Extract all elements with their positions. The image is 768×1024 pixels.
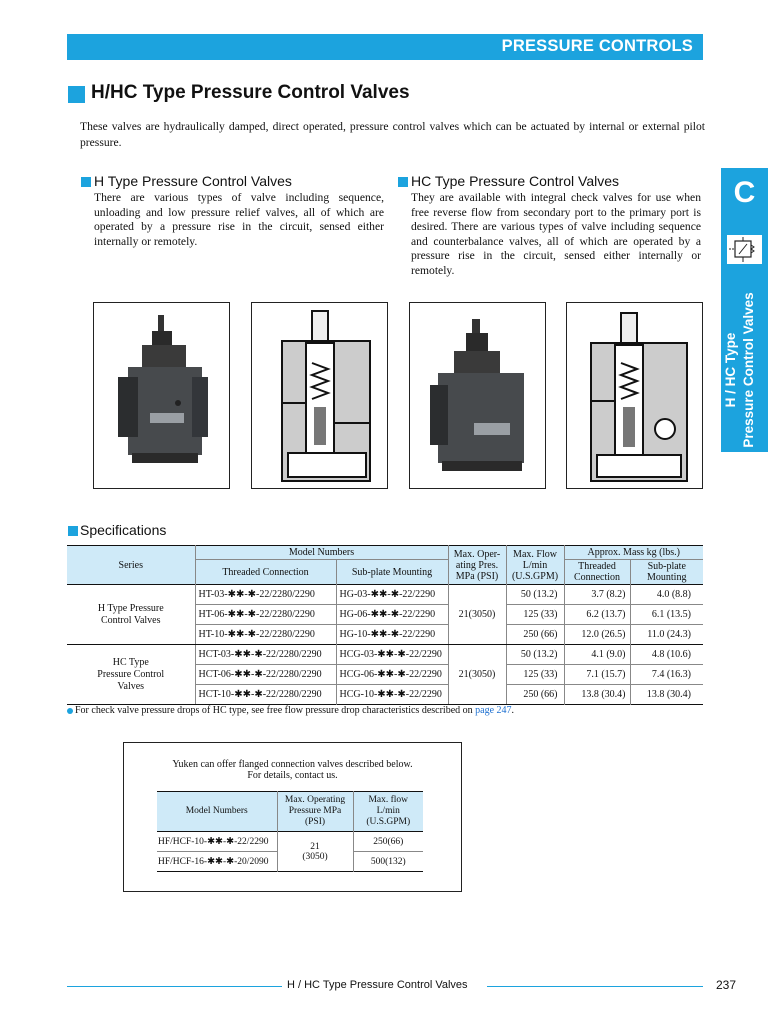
col-mass: Approx. Mass kg (lbs.) — [564, 546, 703, 560]
flow-cell: 250 (66) — [506, 625, 564, 645]
mass-threaded-cell: 13.8 (30.4) — [564, 685, 630, 705]
flanged-table — [157, 791, 423, 872]
flanged-pressure-value: 21 — [310, 841, 320, 852]
specifications-table — [67, 545, 703, 705]
threaded-model: HT-06-✱✱-✱-22/2280/2290 — [195, 605, 336, 625]
flanged-pressure-psi: (3050) — [302, 851, 328, 862]
side-tab-line1: H / HC Type — [723, 332, 738, 408]
flanged-model: HF/HCF-10-✱✱-✱-22/2290 — [157, 832, 277, 852]
flow-cell: 50 (13.2) — [506, 645, 564, 665]
subplate-model: HG-10-✱✱-✱-22/2290 — [336, 625, 448, 645]
hc-type-title: HC Type Pressure Control Valves — [411, 173, 620, 189]
flanged-valves-box — [123, 742, 462, 892]
mass-subplate-cell: 6.1 (13.5) — [651, 609, 691, 620]
hc-type-bullet — [398, 177, 408, 187]
subplate-model: HCG-10-✱✱-✱-22/2290 — [336, 685, 448, 705]
mass-threaded-cell: 3.7 (8.2) — [564, 585, 630, 605]
table-row — [67, 645, 703, 665]
specs-bullet — [68, 526, 78, 536]
mass-threaded-cell: 12.0 (26.5) — [564, 625, 630, 645]
threaded-model: HCT-03-✱✱-✱-22/2280/2290 — [195, 645, 336, 665]
threaded-model: HT-10-✱✱-✱-22/2280/2290 — [195, 625, 336, 645]
flanged-model: HF/HCF-16-✱✱-✱-20/2090 — [157, 852, 277, 872]
col-series: Series — [67, 546, 195, 585]
pressure-cell: 21(3050) — [448, 645, 506, 705]
subplate-model: HG-06-✱✱-✱-22/2290 — [336, 605, 448, 625]
threaded-model: HCT-10-✱✱-✱-22/2280/2290 — [195, 685, 336, 705]
threaded-model: HT-03-✱✱-✱-22/2280/2290 — [195, 585, 336, 605]
footnote — [75, 705, 514, 716]
flanged-pressure-cell — [277, 832, 353, 872]
section-title: PRESSURE CONTROLS — [501, 37, 693, 55]
flanged-flow: 250(66) — [373, 836, 404, 847]
h-type-bullet — [81, 177, 91, 187]
col-max-pressure: Max. Oper-ating Pres. MPa (PSI) — [448, 546, 506, 585]
hc-type-valve-photo — [409, 302, 546, 489]
flow-cell: 250 (66) — [506, 685, 564, 705]
page-247-link[interactable]: page 247 — [475, 705, 512, 716]
footer-rule-left — [67, 986, 282, 987]
hc-type-cross-section — [566, 302, 703, 489]
h-type-cross-section — [251, 302, 388, 489]
flow-cell: 125 (33) — [506, 665, 564, 685]
flanged-line2: For details, contact us. — [247, 770, 338, 781]
intro-paragraph: These valves are hydraulically damped, direct operated, pressure control valves which can be actuated by internal or external pilot pressure. — [80, 120, 705, 149]
threaded-model: HCT-06-✱✱-✱-22/2280/2290 — [195, 665, 336, 685]
footer-title: H / HC Type Pressure Control Valves — [287, 979, 468, 991]
footnote-bullet — [67, 708, 73, 714]
flanged-intro — [124, 759, 461, 781]
mass-threaded-cell: 7.1 (15.7) — [564, 665, 630, 685]
footer-rule-right — [487, 986, 703, 987]
col-max-flow: Max. Flow L/min (U.S.GPM) — [506, 546, 564, 585]
mass-threaded-cell: 6.2 (13.7) — [564, 605, 630, 625]
flanged-col-flow: Max. flow L/min (U.S.GPM) — [353, 792, 423, 832]
pressure-cell: 21(3050) — [448, 585, 506, 645]
series-cell: HC Type Pressure Control Valves — [67, 645, 195, 705]
title-bullet-square — [68, 86, 85, 103]
section-header-bar — [67, 34, 703, 60]
flanged-flow: 500(132) — [370, 856, 406, 867]
table-row — [67, 585, 703, 605]
specs-title: Specifications — [80, 522, 167, 538]
flow-cell: 50 (13.2) — [506, 585, 564, 605]
mass-subplate-cell: 13.8 (30.4) — [646, 689, 691, 700]
page-number: 237 — [716, 978, 737, 992]
col-mass-threaded: Threaded Connection — [564, 560, 630, 585]
page-title: H/HC Type Pressure Control Valves — [91, 82, 410, 103]
col-subplate: Sub-plate Mounting — [336, 560, 448, 585]
flanged-col-model: Model Numbers — [157, 792, 277, 832]
flanged-line1: Yuken can offer flanged connection valves described below. — [172, 759, 413, 770]
flanged-col-pressure: Max. Operating Pressure MPa (PSI) — [277, 792, 353, 832]
mass-threaded-cell: 4.1 (9.0) — [564, 645, 630, 665]
subplate-model: HCG-03-✱✱-✱-22/2290 — [336, 645, 448, 665]
h-type-title: H Type Pressure Control Valves — [94, 173, 292, 189]
mass-subplate-cell: 4.8 (10.6) — [651, 649, 691, 660]
chapter-letter: C — [733, 176, 756, 209]
footnote-end: . — [511, 705, 515, 716]
side-tab-label — [722, 239, 766, 501]
col-model-numbers: Model Numbers — [195, 546, 448, 560]
subplate-model: HCG-06-✱✱-✱-22/2290 — [336, 665, 448, 685]
subplate-model: HG-03-✱✱-✱-22/2290 — [336, 585, 448, 605]
mass-subplate-cell: 11.0 (24.3) — [647, 629, 691, 640]
h-type-text: There are various types of valve including sequence, unloading and low pressure relief valves, all of which are operated by a pressure rise in the circuit, sensed either internally or remotely. — [94, 191, 384, 248]
footnote-text: For check valve pressure drops of HC type, see free flow pressure drop characteristics described on — [75, 705, 476, 716]
hc-type-text: They are available with integral check valves for use when free reverse flow from secondary port to the primary port is desired. There are various types of valve including sequence and counterbalance valves, all of which are operated by a pressure rise in the circuit, sensed either internally or remotely. — [411, 191, 701, 277]
chapter-side-tab[interactable] — [721, 168, 768, 452]
mass-subplate-cell: 4.0 (8.8) — [656, 589, 691, 600]
col-threaded: Threaded Connection — [195, 560, 336, 585]
col-mass-subplate: Sub-plate Mounting — [630, 560, 703, 585]
side-tab-line2: Pressure Control Valves — [741, 292, 756, 448]
flow-cell: 125 (33) — [506, 605, 564, 625]
h-type-valve-photo — [93, 302, 230, 489]
mass-subplate-cell: 7.4 (16.3) — [651, 669, 691, 680]
series-cell: H Type Pressure Control Valves — [67, 585, 195, 645]
table-row — [157, 832, 423, 852]
